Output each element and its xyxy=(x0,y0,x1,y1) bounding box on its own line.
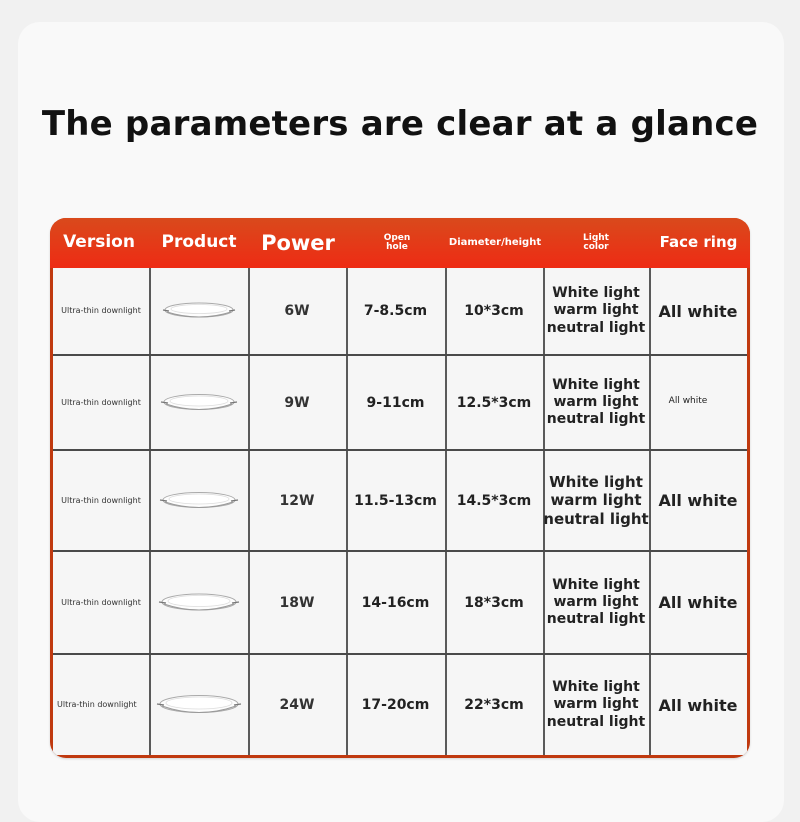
table-row xyxy=(53,451,747,552)
power-cell: 9W xyxy=(284,394,310,411)
open-hole-cell: 7-8.5cm xyxy=(363,303,428,319)
light-option: White light xyxy=(552,285,640,302)
power-cell: 24W xyxy=(279,697,315,713)
open-hole-cell: 17-20cm xyxy=(361,697,430,713)
version-cell: Ultra-thin downlight xyxy=(61,397,141,407)
product-cell xyxy=(149,356,248,449)
product-cell xyxy=(149,552,248,653)
product-cell xyxy=(149,655,248,755)
power-cell: 12W xyxy=(279,492,315,509)
light-option: warm light xyxy=(553,593,639,610)
light-option: neutral light xyxy=(546,713,646,730)
header-open-hole-line1: Open xyxy=(383,232,411,243)
header-open-hole xyxy=(348,218,446,268)
diameter-height-cell: 22*3cm xyxy=(464,697,524,713)
version-cell: Ultra-thin downlight xyxy=(61,495,141,505)
table-row xyxy=(53,552,747,655)
light-color-cell xyxy=(543,268,649,354)
header-version: Version xyxy=(63,232,135,253)
light-option: White light xyxy=(552,679,640,696)
round-downlight-icon xyxy=(158,487,240,515)
light-option: warm light xyxy=(553,393,639,410)
product-cell xyxy=(149,268,248,354)
header-diameter-height: Diameter/height xyxy=(448,236,542,248)
light-option: neutral light xyxy=(546,611,646,628)
power-cell: 18W xyxy=(279,594,315,611)
table-header xyxy=(50,218,750,268)
round-downlight-icon xyxy=(155,689,243,721)
open-hole-cell: 11.5-13cm xyxy=(354,492,437,509)
light-option: White light xyxy=(552,376,640,393)
header-face-ring: Face ring xyxy=(659,233,738,252)
version-cell: Ultra-thin downlight xyxy=(61,597,141,607)
light-color-cell xyxy=(543,655,649,755)
face-ring-cell: All white xyxy=(658,301,738,321)
face-ring-cell: All white xyxy=(658,695,738,715)
power-cell: 6W xyxy=(284,303,310,319)
header-light-color xyxy=(544,218,648,268)
version-cell: Ultra-thin downlight xyxy=(57,700,137,710)
diameter-height-cell: 14.5*3cm xyxy=(456,492,532,509)
round-downlight-icon xyxy=(159,389,239,417)
round-downlight-icon xyxy=(157,588,241,618)
face-ring-cell: All white xyxy=(668,396,708,406)
light-option: neutral light xyxy=(546,319,646,336)
light-option: White light xyxy=(552,576,640,593)
header-power: Power xyxy=(261,230,335,255)
header-open-hole-line2: hole xyxy=(386,242,408,252)
light-option: neutral light xyxy=(546,411,646,428)
version-cell: Ultra-thin downlight xyxy=(61,306,141,316)
diameter-height-cell: 18*3cm xyxy=(464,594,524,611)
light-option: warm light xyxy=(553,696,639,713)
parameters-table xyxy=(50,218,750,758)
round-downlight-icon xyxy=(161,298,237,324)
light-color-cell xyxy=(543,356,649,449)
light-option: neutral light xyxy=(543,509,649,528)
open-hole-cell: 9-11cm xyxy=(366,394,425,411)
light-color-cell xyxy=(543,451,649,550)
light-color-cell xyxy=(543,552,649,653)
table-row xyxy=(53,356,747,451)
light-option: warm light xyxy=(550,491,642,510)
face-ring-cell: All white xyxy=(658,491,738,510)
face-ring-cell: All white xyxy=(658,593,738,612)
header-light-color-line1: Light xyxy=(583,232,609,243)
open-hole-cell: 14-16cm xyxy=(361,594,430,611)
table-body xyxy=(53,268,747,755)
header-light-color-line2: color xyxy=(583,242,609,252)
header-product: Product xyxy=(161,232,237,253)
table-row xyxy=(53,268,747,356)
page-title: The parameters are clear at a glance xyxy=(41,104,759,144)
product-cell xyxy=(149,451,248,550)
diameter-height-cell: 12.5*3cm xyxy=(456,394,532,411)
light-option: warm light xyxy=(553,302,639,319)
diameter-height-cell: 10*3cm xyxy=(464,303,524,319)
table-row xyxy=(53,655,747,755)
light-option: White light xyxy=(549,473,643,492)
